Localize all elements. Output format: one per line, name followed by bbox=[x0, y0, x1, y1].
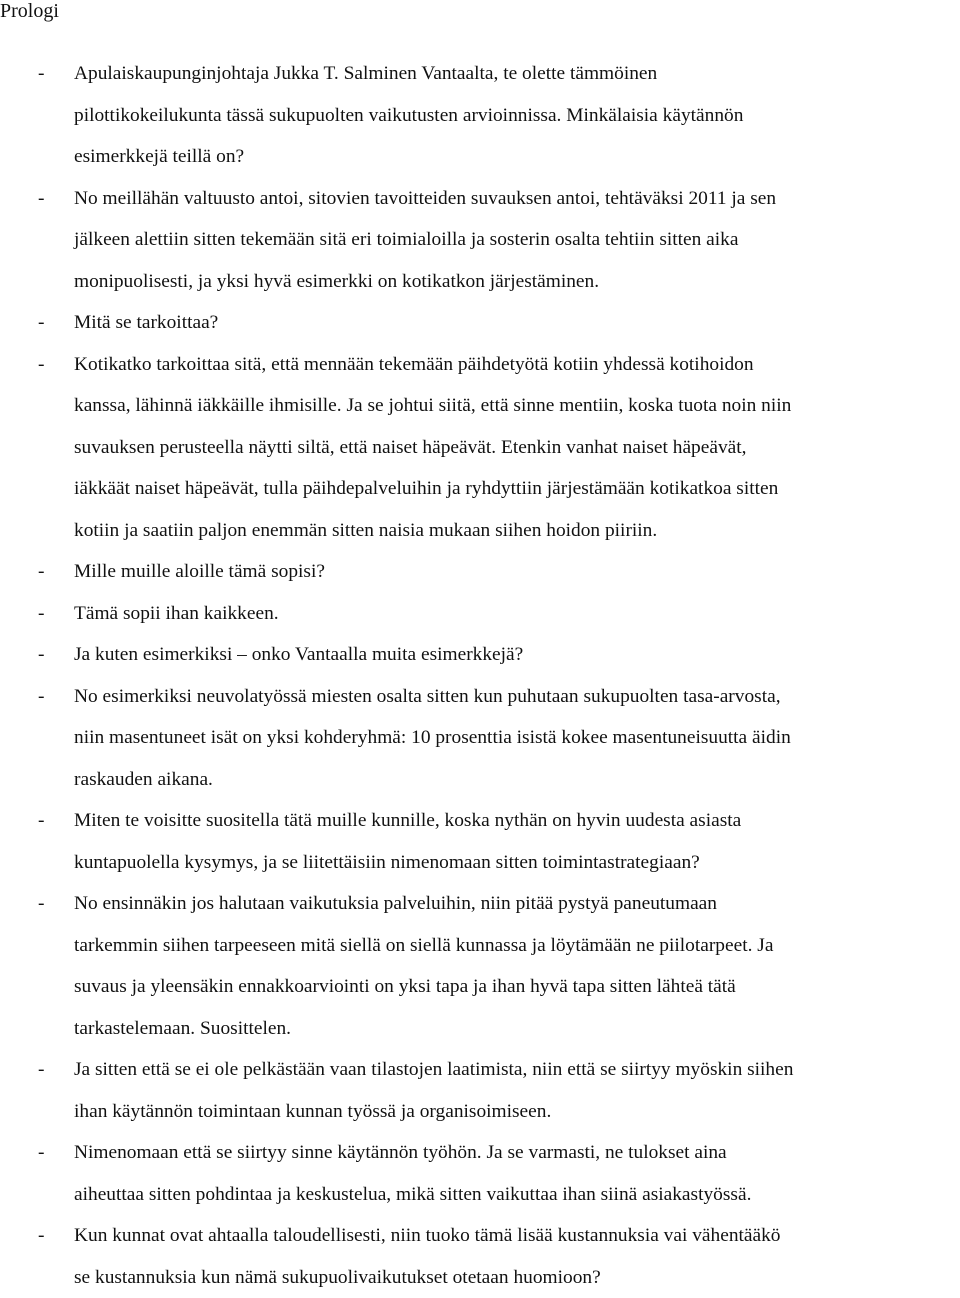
dialogue-turn bbox=[0, 593, 960, 635]
dash-bullet: - bbox=[38, 634, 44, 676]
dialogue-line: se kustannuksia kun nämä sukupuolivaikutukset otetaan huomioon? bbox=[74, 1257, 960, 1298]
dialogue-line: Ja kuten esimerkiksi – onko Vantaalla muita esimerkkejä? bbox=[74, 634, 960, 676]
dialogue-turn bbox=[0, 883, 960, 1049]
dash-bullet: - bbox=[38, 302, 44, 344]
dialogue-turn bbox=[0, 1215, 960, 1298]
dialogue-list bbox=[0, 53, 960, 1298]
dialogue-line: Mitä se tarkoittaa? bbox=[74, 302, 960, 344]
dash-bullet: - bbox=[38, 883, 44, 925]
dialogue-line: kanssa, lähinnä iäkkäille ihmisille. Ja se johtui siitä, että sinne mentiin, koska tuota noin niin bbox=[74, 385, 960, 427]
dialogue-line: jälkeen alettiin sitten tekemään sitä eri toimialoilla ja sosterin osalta tehtiin sitten aika bbox=[74, 219, 960, 261]
dialogue-line: No esimerkiksi neuvolatyössä miesten osalta sitten kun puhutaan sukupuolten tasa-arvosta, bbox=[74, 676, 960, 718]
dialogue-line: raskauden aikana. bbox=[74, 759, 960, 801]
dialogue-turn bbox=[0, 634, 960, 676]
dialogue-turn bbox=[0, 344, 960, 552]
dialogue-line: Nimenomaan että se siirtyy sinne käytännön työhön. Ja se varmasti, ne tulokset aina bbox=[74, 1132, 960, 1174]
dialogue-line: ihan käytännön toimintaan kunnan työssä ja organisoimiseen. bbox=[74, 1091, 960, 1133]
page-heading: Prologi bbox=[0, 0, 59, 23]
dialogue-line: tarkastelemaan. Suosittelen. bbox=[74, 1008, 960, 1050]
dash-bullet: - bbox=[38, 800, 44, 842]
dash-bullet: - bbox=[38, 1132, 44, 1174]
dialogue-line: Apulaiskaupunginjohtaja Jukka T. Salminen Vantaalta, te olette tämmöinen bbox=[74, 53, 960, 95]
dialogue-turn bbox=[0, 1132, 960, 1215]
dialogue-turn bbox=[0, 1049, 960, 1132]
dialogue-line: Miten te voisitte suositella tätä muille kunnille, koska nythän on hyvin uudesta asiasta bbox=[74, 800, 960, 842]
dialogue-turn bbox=[0, 800, 960, 883]
dash-bullet: - bbox=[38, 551, 44, 593]
dialogue-turn bbox=[0, 676, 960, 801]
dialogue-line: No meillähän valtuusto antoi, sitovien tavoitteiden suvauksen antoi, tehtäväksi 2011 ja sen bbox=[74, 178, 960, 220]
dialogue-line: pilottikokeilukunta tässä sukupuolten vaikutusten arvioinnissa. Minkälaisia käytännön bbox=[74, 95, 960, 137]
dialogue-turn bbox=[0, 178, 960, 303]
dialogue-line: monipuolisesti, ja yksi hyvä esimerkki on kotikatkon järjestäminen. bbox=[74, 261, 960, 303]
dialogue-line: suvauksen perusteella näytti siltä, että naiset häpeävät. Etenkin vanhat naiset häpeävät, bbox=[74, 427, 960, 469]
dash-bullet: - bbox=[38, 178, 44, 220]
dialogue-turn bbox=[0, 551, 960, 593]
dash-bullet: - bbox=[38, 53, 44, 95]
dialogue-line: Tämä sopii ihan kaikkeen. bbox=[74, 593, 960, 635]
dash-bullet: - bbox=[38, 1049, 44, 1091]
dialogue-line: kotiin ja saatiin paljon enemmän sitten naisia mukaan siihen hoidon piiriin. bbox=[74, 510, 960, 552]
dash-bullet: - bbox=[38, 593, 44, 635]
dialogue-turn bbox=[0, 53, 960, 178]
dialogue-turn bbox=[0, 302, 960, 344]
dialogue-line: iäkkäät naiset häpeävät, tulla päihdepalveluihin ja ryhdyttiin järjestämään kotikatkoa sitten bbox=[74, 468, 960, 510]
dialogue-line: Ja sitten että se ei ole pelkästään vaan tilastojen laatimista, niin että se siirtyy myöskin siihen bbox=[74, 1049, 960, 1091]
dialogue-line: aiheuttaa sitten pohdintaa ja keskustelua, mikä sitten vaikuttaa ihan siinä asiakastyössä. bbox=[74, 1174, 960, 1216]
dialogue-line: niin masentuneet isät on yksi kohderyhmä: 10 prosenttia isistä kokee masentuneisuutta äidin bbox=[74, 717, 960, 759]
dash-bullet: - bbox=[38, 344, 44, 386]
dialogue-line: suvaus ja yleensäkin ennakkoarviointi on yksi tapa ja ihan hyvä tapa sitten lähteä tätä bbox=[74, 966, 960, 1008]
dash-bullet: - bbox=[38, 1215, 44, 1257]
dialogue-line: Mille muille aloille tämä sopisi? bbox=[74, 551, 960, 593]
dash-bullet: - bbox=[38, 676, 44, 718]
dialogue-line: Kotikatko tarkoittaa sitä, että mennään tekemään päihdetyötä kotiin yhdessä kotihoidon bbox=[74, 344, 960, 386]
dialogue-line: kuntapuolella kysymys, ja se liitettäisiin nimenomaan sitten toimintastrategiaan? bbox=[74, 842, 960, 884]
dialogue-line: No ensinnäkin jos halutaan vaikutuksia palveluihin, niin pitää pystyä paneutumaan bbox=[74, 883, 960, 925]
dialogue-line: tarkemmin siihen tarpeeseen mitä siellä on siellä kunnassa ja löytämään ne piilotarpeet. Ja bbox=[74, 925, 960, 967]
dialogue-line: Kun kunnat ovat ahtaalla taloudellisesti, niin tuoko tämä lisää kustannuksia vai vähentääkö bbox=[74, 1215, 960, 1257]
dialogue-line: esimerkkejä teillä on? bbox=[74, 136, 960, 178]
